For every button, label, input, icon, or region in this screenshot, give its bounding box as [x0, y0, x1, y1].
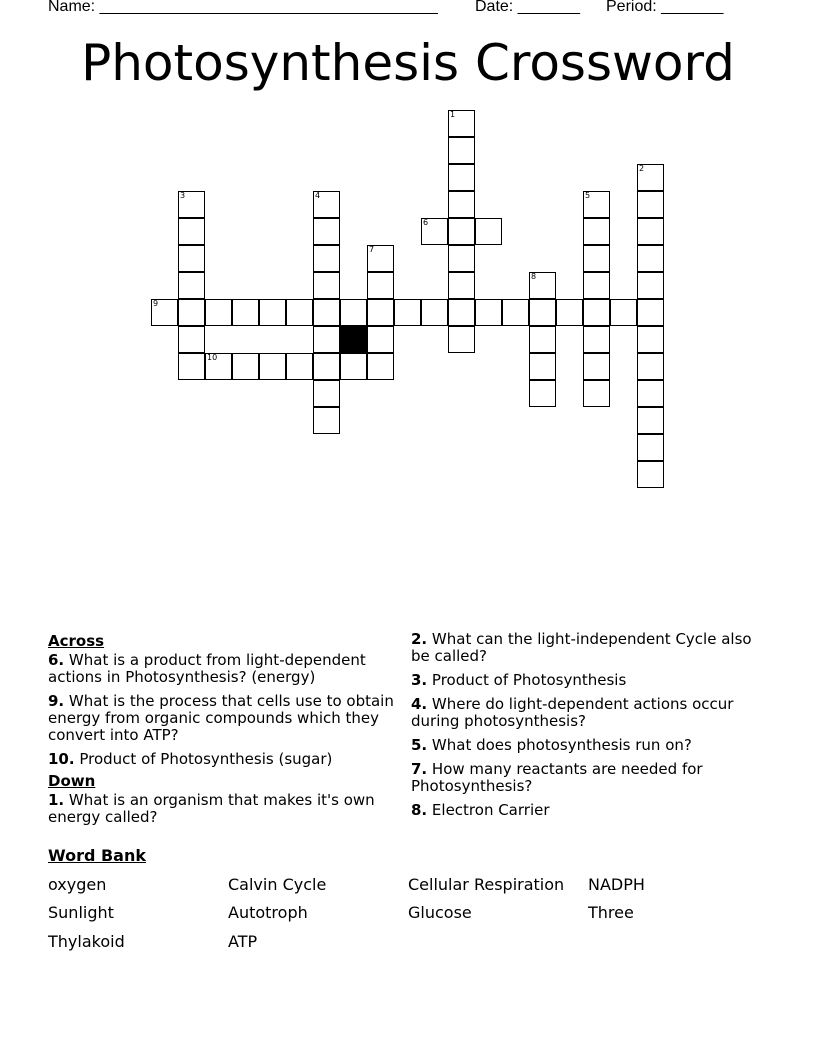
crossword-square[interactable]: [448, 191, 475, 218]
crossword-square[interactable]: [583, 353, 610, 380]
clues-right-column: [411, 631, 756, 826]
clue-number-label: 3: [180, 191, 186, 200]
clue-number-label: 8: [531, 272, 537, 281]
crossword-square[interactable]: [367, 353, 394, 380]
crossword-square[interactable]: [529, 353, 556, 380]
crossword-square[interactable]: [637, 461, 664, 488]
crossword-square[interactable]: [556, 299, 583, 326]
crossword-square[interactable]: [583, 272, 610, 299]
clue-number: 2.: [411, 630, 428, 648]
word-bank-item: Three: [588, 903, 634, 922]
clue-down-3: [411, 672, 756, 689]
crossword-square[interactable]: [205, 299, 232, 326]
crossword-square[interactable]: [583, 245, 610, 272]
crossword-square[interactable]: [313, 380, 340, 407]
crossword-square[interactable]: [448, 218, 475, 245]
crossword-square[interactable]: [313, 191, 340, 218]
crossword-square[interactable]: [367, 299, 394, 326]
clue-number: 7.: [411, 760, 428, 778]
crossword-square[interactable]: [475, 218, 502, 245]
crossword-square[interactable]: [583, 380, 610, 407]
crossword-square[interactable]: [178, 353, 205, 380]
crossword-square[interactable]: [313, 407, 340, 434]
date-field[interactable]: Date: _______: [475, 0, 580, 15]
crossword-square[interactable]: [502, 299, 529, 326]
word-bank-item: Autotroph: [228, 903, 308, 922]
word-bank-item: Glucose: [408, 903, 472, 922]
crossword-square[interactable]: [637, 191, 664, 218]
clue-down-5: [411, 737, 756, 754]
crossword-square[interactable]: [475, 299, 502, 326]
clue-number-label: 7: [369, 245, 375, 254]
crossword-square[interactable]: [421, 218, 448, 245]
page-title: Photosynthesis Crossword: [81, 34, 735, 92]
clue-text: What does photosynthesis run on?: [431, 736, 692, 754]
period-field[interactable]: Period: _______: [606, 0, 724, 15]
crossword-square[interactable]: [367, 326, 394, 353]
crossword-square[interactable]: [637, 380, 664, 407]
clue-down-4: [411, 696, 756, 730]
clue-number: 10.: [48, 750, 75, 768]
crossword-square[interactable]: [178, 245, 205, 272]
crossword-square[interactable]: [151, 299, 178, 326]
crossword-square[interactable]: [340, 299, 367, 326]
down-heading: Down: [48, 772, 96, 790]
crossword-square[interactable]: [637, 245, 664, 272]
crossword-square[interactable]: [448, 326, 475, 353]
word-bank-heading: Word Bank: [48, 846, 147, 865]
crossword-square[interactable]: [637, 353, 664, 380]
crossword-square[interactable]: [448, 272, 475, 299]
crossword-square[interactable]: [313, 272, 340, 299]
crossword-square[interactable]: [313, 218, 340, 245]
crossword-square[interactable]: [448, 299, 475, 326]
crossword-square[interactable]: [367, 272, 394, 299]
clue-text: What can the light-independent Cycle also be called?: [411, 630, 752, 665]
crossword-square[interactable]: [583, 326, 610, 353]
crossword-square[interactable]: [637, 164, 664, 191]
clue-number-label: 1: [450, 110, 456, 119]
crossword-square[interactable]: [637, 272, 664, 299]
crossword-square[interactable]: [232, 353, 259, 380]
crossword-square[interactable]: [313, 326, 340, 353]
crossword-square[interactable]: [448, 245, 475, 272]
crossword-square[interactable]: [421, 299, 448, 326]
crossword-square[interactable]: [529, 326, 556, 353]
crossword-square[interactable]: [529, 299, 556, 326]
crossword-square[interactable]: [205, 353, 232, 380]
clue-text: What is the process that cells use to obtain energy from organic compounds which they convert into ATP?: [48, 692, 394, 744]
clue-text: How many reactants are needed for Photosynthesis?: [411, 760, 703, 795]
word-bank-item: NADPH: [588, 875, 645, 894]
clue-number-label: 5: [585, 191, 591, 200]
clue-down-7: [411, 761, 756, 795]
clue-down-2: [411, 631, 756, 665]
blocked-square: [340, 326, 367, 353]
clue-text: Product of Photosynthesis (sugar): [79, 750, 333, 768]
crossword-square[interactable]: [313, 353, 340, 380]
word-bank-item: Cellular Respiration: [408, 875, 565, 894]
crossword-square[interactable]: [637, 326, 664, 353]
clue-number-label: 2: [639, 164, 645, 173]
crossword-square[interactable]: [367, 245, 394, 272]
clue-number: 5.: [411, 736, 428, 754]
crossword-square[interactable]: [394, 299, 421, 326]
crossword-square[interactable]: [637, 434, 664, 461]
word-bank-item: Thylakoid: [48, 932, 125, 951]
word-bank-item: Sunlight: [48, 903, 114, 922]
clue-number: 1.: [48, 791, 65, 809]
clue-text: What is an organism that makes it's own energy called?: [48, 791, 375, 826]
clue-across-10: [48, 751, 408, 768]
crossword-square[interactable]: [529, 380, 556, 407]
crossword-square[interactable]: [313, 299, 340, 326]
clue-number-label: 9: [153, 299, 159, 308]
crossword-square[interactable]: [286, 299, 313, 326]
crossword-square[interactable]: [448, 164, 475, 191]
crossword-square[interactable]: [178, 326, 205, 353]
crossword-grid: [0, 0, 816, 470]
clue-number-label: 6: [423, 218, 429, 227]
crossword-square[interactable]: [583, 218, 610, 245]
across-heading: Across: [48, 632, 105, 650]
clue-down-8: [411, 802, 756, 819]
clue-across-9: [48, 693, 408, 744]
crossword-square[interactable]: [178, 191, 205, 218]
name-field[interactable]: Name: ______________________________________: [48, 0, 438, 15]
crossword-square[interactable]: [178, 218, 205, 245]
crossword-square[interactable]: [637, 299, 664, 326]
clue-number: 4.: [411, 695, 428, 713]
crossword-square[interactable]: [259, 353, 286, 380]
crossword-square[interactable]: [340, 353, 367, 380]
word-bank-item: ATP: [228, 932, 258, 951]
clue-text: What is a product from light-dependent actions in Photosynthesis? (energy): [48, 651, 366, 686]
crossword-square[interactable]: [178, 272, 205, 299]
crossword-square[interactable]: [178, 299, 205, 326]
word-bank-item: oxygen: [48, 875, 107, 894]
crossword-square[interactable]: [529, 272, 556, 299]
clue-number: 9.: [48, 692, 65, 710]
clue-number-label: 4: [315, 191, 321, 200]
clue-text: Electron Carrier: [431, 801, 550, 819]
clue-number: 8.: [411, 801, 428, 819]
crossword-square[interactable]: [259, 299, 286, 326]
crossword-square[interactable]: [637, 218, 664, 245]
crossword-square[interactable]: [232, 299, 259, 326]
clue-down-1: [48, 792, 408, 826]
crossword-square[interactable]: [286, 353, 313, 380]
word-bank-item: Calvin Cycle: [228, 875, 327, 894]
crossword-square[interactable]: [583, 191, 610, 218]
clue-number: 6.: [48, 651, 65, 669]
crossword-square[interactable]: [448, 137, 475, 164]
crossword-square[interactable]: [448, 110, 475, 137]
clue-text: Product of Photosynthesis: [431, 671, 627, 689]
crossword-square[interactable]: [583, 299, 610, 326]
clue-text: Where do light-dependent actions occur during photosynthesis?: [411, 695, 734, 730]
clue-number: 3.: [411, 671, 428, 689]
crossword-square[interactable]: [610, 299, 637, 326]
crossword-square[interactable]: [313, 245, 340, 272]
clue-number-label: 10: [207, 353, 218, 362]
clue-across-6: [48, 652, 408, 686]
clues-left-column: [48, 630, 408, 833]
crossword-square[interactable]: [637, 407, 664, 434]
